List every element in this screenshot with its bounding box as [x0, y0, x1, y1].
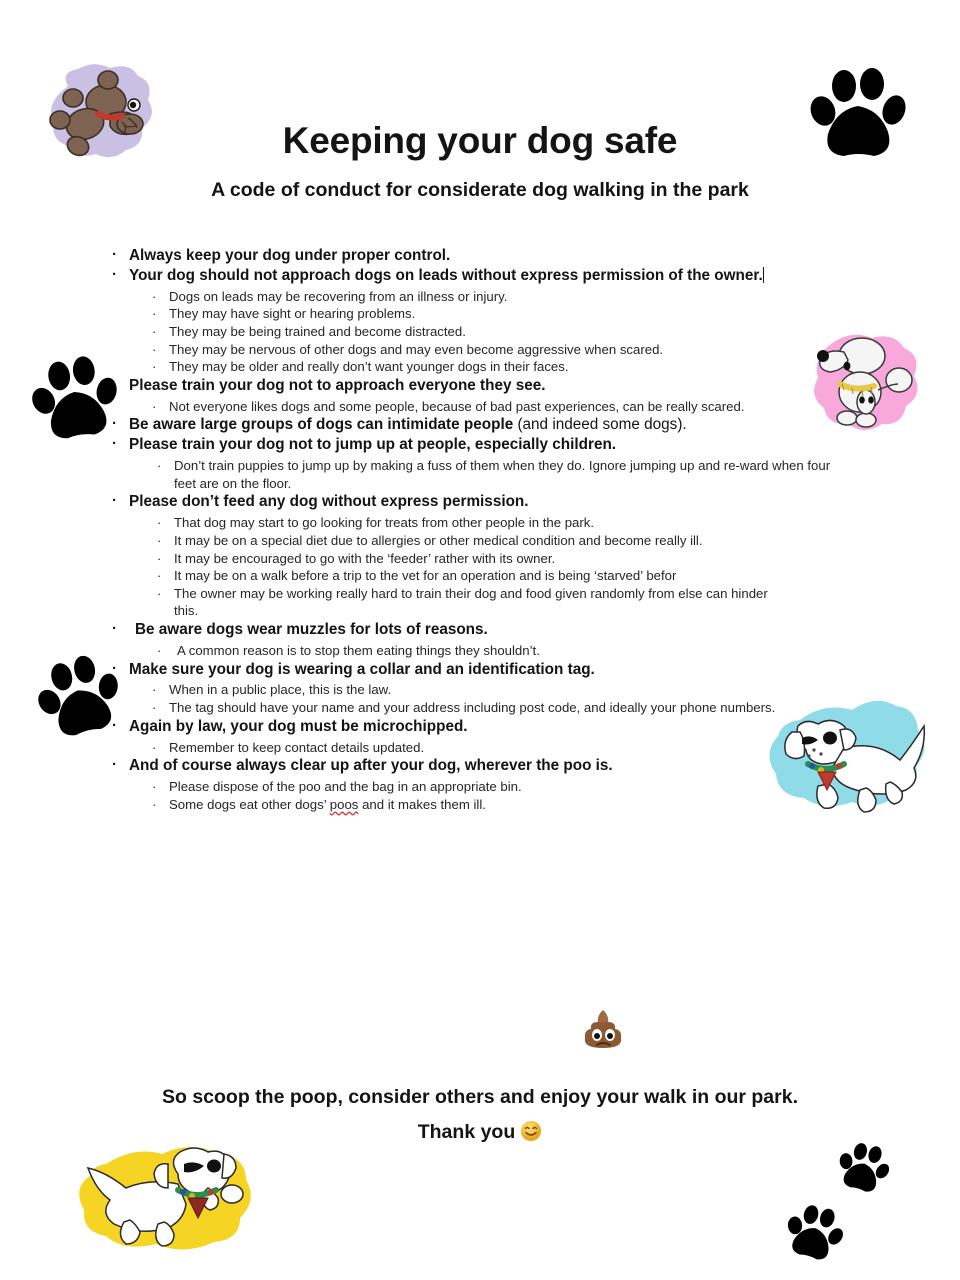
sub-text: Not everyone likes dogs and some people, because of bad past experiences, can be really scared.: [169, 398, 745, 414]
bullet-glyph: ·: [152, 739, 157, 755]
rule-heading: [112, 435, 852, 455]
rule-heading-text: Always keep your dog under proper control.: [129, 247, 451, 264]
list-item: [112, 398, 852, 416]
paw-print-icon: [38, 652, 122, 747]
sub-text: Dogs on leads may be recovering from an illness or injury.: [169, 288, 508, 304]
sub-text: It may be encouraged to go with the ‘feeder’ rather with its owner.: [174, 550, 556, 566]
sub-text: It may be on a walk before a trip to the vet for an operation and is being ‘starved’ befor: [174, 568, 677, 584]
rule-heading-text: Be aware dogs wear muzzles for lots of reasons.: [135, 621, 488, 638]
sub-list: [112, 778, 852, 813]
sub-text: Please dispose of the poo and the bag in an appropriate bin.: [169, 779, 522, 794]
sub-list: [112, 681, 852, 716]
closing-line: So scoop the poop, consider others and enjoy your walk in our park.: [161, 1086, 799, 1108]
smiling-face-emoji-icon: [520, 1125, 542, 1147]
bullet-glyph: ·: [112, 435, 117, 453]
rule-heading: [112, 717, 852, 737]
list-item: [112, 415, 852, 435]
bullet-glyph: ·: [152, 341, 157, 357]
page-title: Keeping your dog safe: [282, 120, 678, 161]
sub-text: When in a public place, this is the law.: [169, 682, 392, 698]
rule-heading-text: Your dog should not approach dogs on leads without express permission of the owner.: [129, 266, 763, 284]
list-item: [112, 341, 852, 359]
rule-heading-text: Please don’t feed any dog without express permission.: [129, 493, 529, 511]
bullet-glyph: ·: [152, 700, 157, 715]
bullet-glyph: ·: [112, 716, 117, 734]
bullet-glyph: ·: [157, 642, 162, 658]
paw-print-icon: [838, 1140, 890, 1201]
bullet-glyph: ·: [112, 756, 117, 774]
bullet-glyph: ·: [112, 659, 117, 677]
bullet-glyph: ·: [112, 265, 117, 283]
list-item: [112, 376, 852, 416]
list-item: [112, 514, 852, 532]
list-item: [112, 532, 852, 550]
rule-heading: [112, 620, 852, 640]
sub-list: [112, 288, 852, 376]
list-item: [112, 778, 852, 796]
bullet-glyph: ·: [152, 306, 157, 322]
rule-heading-text: Please train your dog not to approach everyone they see.: [129, 376, 546, 394]
list-item: [112, 717, 852, 757]
sub-text: The tag should have your name and your address including post code, and ideally your phone numbers.: [169, 700, 776, 715]
list-item: [112, 660, 852, 717]
bullet-glyph: ·: [152, 779, 157, 794]
bullet-glyph: ·: [112, 375, 117, 393]
list-item: [112, 305, 852, 323]
poo-emoji-icon: [583, 1008, 623, 1057]
paw-print-icon: [32, 352, 120, 451]
sub-text: Don’t train puppies to jump up by making a fuss of them when they do. Ignore jumping up and re-ward when four feet are on the floor.: [174, 458, 831, 491]
rule-heading-text: Be aware large groups of dogs can intimidate people: [129, 416, 514, 434]
bullet-glyph: ·: [112, 620, 117, 637]
misspelled-word: poos: [329, 796, 359, 812]
bullet-glyph: ·: [152, 398, 157, 414]
bullet-glyph: ·: [112, 415, 117, 433]
bullet-glyph: ·: [152, 796, 157, 812]
sub-text: They may have sight or hearing problems.: [169, 306, 416, 322]
bullet-glyph: ·: [157, 515, 162, 531]
list-item: [112, 699, 852, 717]
sub-text: A common reason is to stop them eating things they shouldn’t.: [177, 642, 540, 658]
rule-heading: [112, 756, 852, 776]
bullet-glyph: ·: [157, 550, 162, 566]
list-item: [112, 358, 852, 376]
list-item: [112, 681, 852, 699]
rule-heading: [112, 660, 852, 680]
rule-heading: [112, 415, 852, 435]
code-of-conduct-list: [112, 246, 852, 813]
rule-heading: [112, 246, 852, 266]
list-item: [112, 323, 852, 341]
rule-heading-text: And of course always clear up after your dog, wherever the poo is.: [129, 757, 613, 775]
sub-text: It may be on a special diet due to allergies or other medical condition and become really ill.: [174, 532, 703, 548]
rule-heading-text: Again by law, your dog must be microchipped.: [129, 717, 468, 735]
bullet-glyph: ·: [112, 492, 117, 510]
rule-heading: [112, 492, 852, 512]
list-item: [112, 567, 852, 585]
thank-you-line: [0, 1120, 960, 1148]
list-item: [112, 246, 852, 266]
sub-text-with-spellcheck: Some dogs eat other dogs’ poos and it makes them ill.: [169, 796, 486, 812]
sub-list: [112, 398, 852, 416]
list-item: [112, 585, 852, 620]
list-item: [112, 739, 852, 757]
rule-heading: [112, 376, 852, 396]
list-item: [112, 620, 852, 660]
bullet-glyph: ·: [152, 324, 157, 339]
yellow-dog-clipart: [66, 1138, 262, 1263]
rule-heading-text: Make sure your dog is wearing a collar and an identification tag.: [129, 660, 595, 678]
text-cursor: [763, 267, 764, 283]
list-item: [112, 796, 852, 814]
list-item: [112, 550, 852, 568]
list-item: [112, 435, 852, 492]
list-item: [112, 288, 852, 306]
rule-heading-aside: (and indeed some dogs).: [513, 416, 687, 434]
list-item: [112, 642, 852, 660]
list-item: [112, 492, 852, 620]
sub-list: [112, 514, 852, 620]
sub-text: Remember to keep contact details updated.: [169, 739, 425, 755]
sub-list: [112, 739, 852, 757]
sub-text: They may be nervous of other dogs and may even become aggressive when scared.: [169, 341, 664, 357]
bullet-glyph: ·: [152, 682, 157, 698]
sub-list: [112, 457, 852, 492]
sub-text: They may be older and really don’t want younger dogs in their faces.: [169, 359, 569, 375]
sub-text: The owner may be working really hard to train their dog and food given randomly from else can hinder this.: [174, 585, 768, 619]
page-subtitle: A code of conduct for considerate dog walking in the park: [211, 179, 749, 201]
sub-text: That dog may start to go looking for treats from other people in the park.: [174, 515, 595, 531]
list-item: [112, 756, 852, 813]
list-item: [112, 457, 852, 492]
sub-list: [112, 642, 852, 660]
thank-you-text: Thank you: [417, 1121, 516, 1143]
bullet-glyph: ·: [157, 585, 162, 601]
bullet-glyph: ·: [112, 246, 117, 263]
bullet-glyph: ·: [152, 359, 157, 375]
bullet-glyph: ·: [157, 532, 162, 548]
list-item: [112, 266, 852, 376]
paw-print-icon: [786, 1202, 844, 1269]
sub-text: They may be being trained and become distracted.: [169, 324, 466, 339]
rule-heading: [112, 266, 852, 286]
rule-heading-text: Please train your dog not to jump up at people, especially children.: [129, 436, 617, 454]
bullet-glyph: ·: [152, 288, 157, 304]
bullet-glyph: ·: [157, 458, 162, 474]
bullet-glyph: ·: [157, 568, 162, 584]
